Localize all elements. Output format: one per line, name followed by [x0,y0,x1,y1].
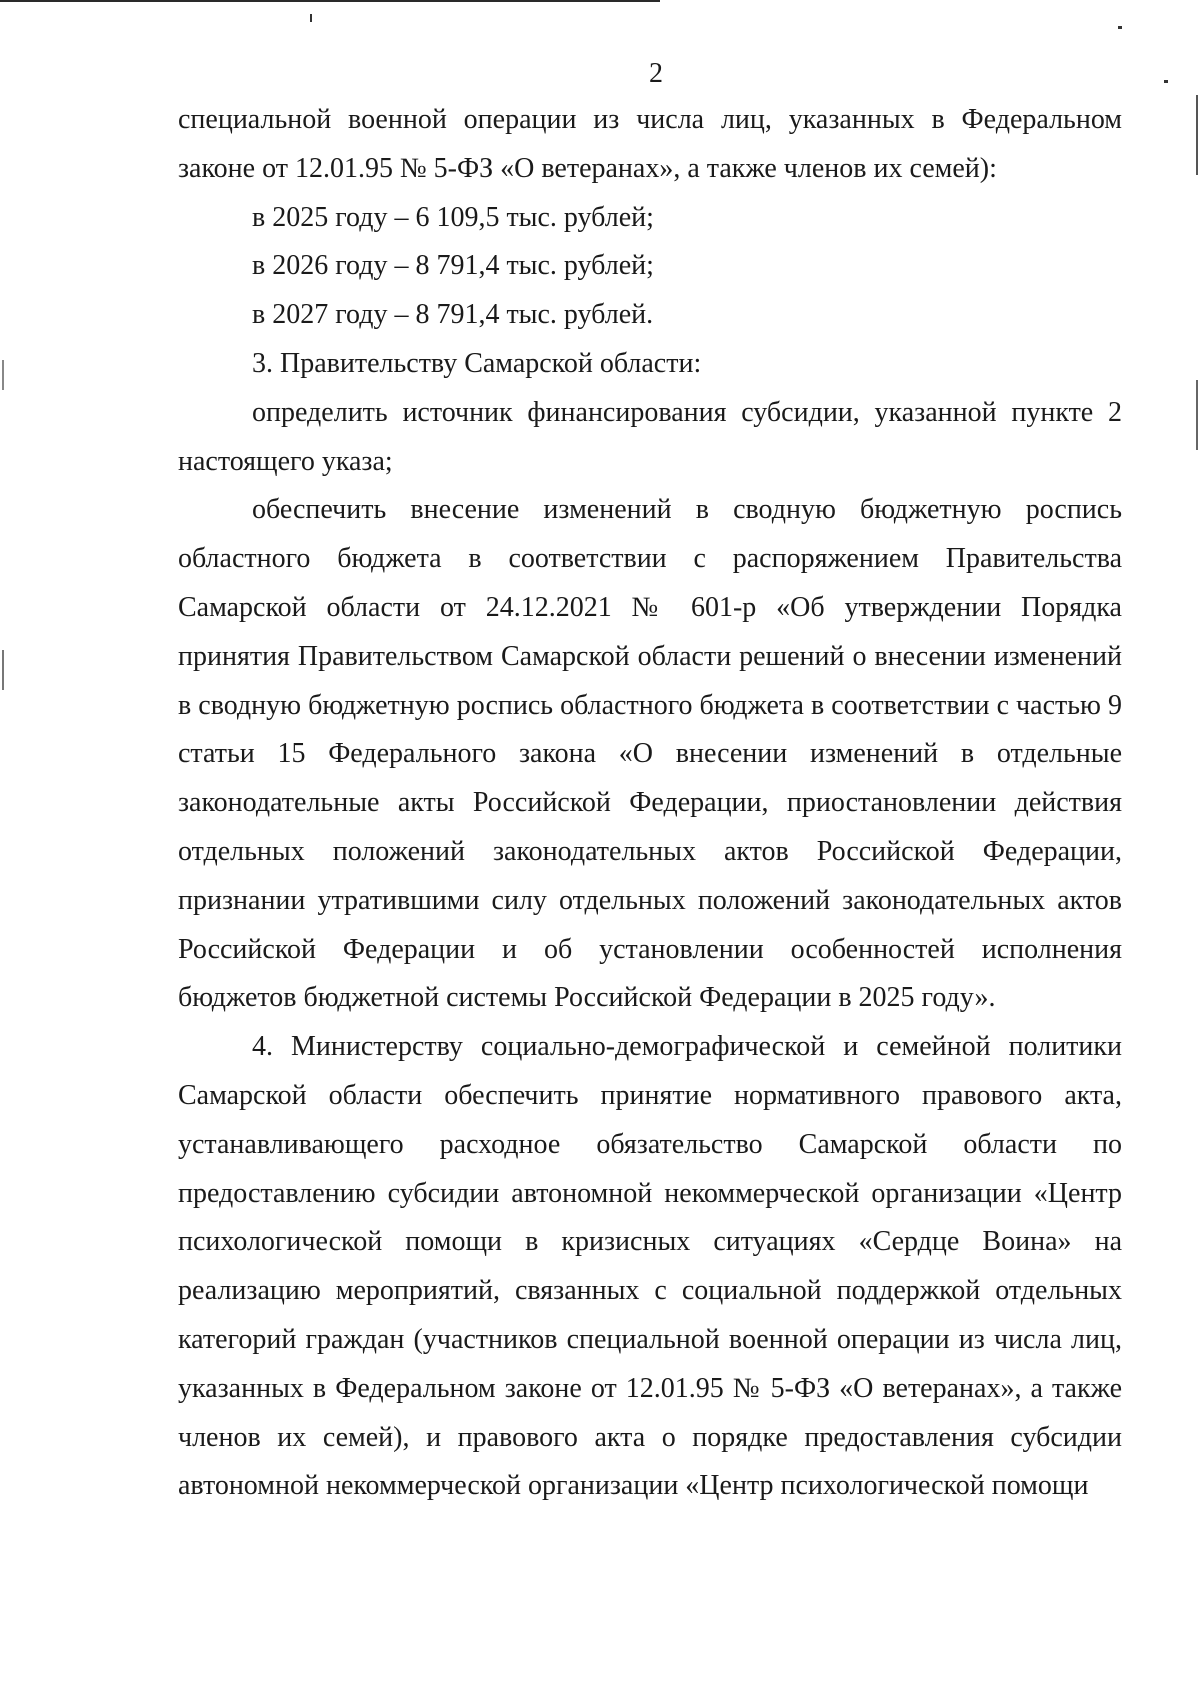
top-edge-rule [0,0,660,2]
page-number: 2 [649,58,663,89]
scan-artifact [2,360,4,390]
section-3-heading: 3. Правительству Самарской области: [252,347,702,379]
section-4-paragraph: 4. Министерству социально-демографической и семейной политики Самарской области обеспечить принятие нормативного правового акта, устанавливающего расходное обязательство Самарской области по предоставлению субсидии автономной некоммерческой организации «Центр психологической помощи в кризисных ситуациях «Сердце Воина» на реализацию мероприятий, связанных с социальной поддержкой отдельных категорий граждан (участников специальной военной операции из числа лиц, указанных в Федеральном законе от 12.01.95 № 5-ФЗ «О ветеранах», а также членов их семей), и правового акта о порядке предоставления субсидии автономной некоммерческой организации «Центр психологической помощи [178,1031,1122,1502]
budget-line-2027: в 2027 году – 8 791,4 тыс. рублей. [252,299,654,331]
paragraph-continuation: специальной военной операции из числа лиц, указанных в Федеральном законе от 12.01.95 № 5-ФЗ «О ветеранах», а также членов их семей): [178,104,1122,184]
paragraph-budget-changes: обеспечить внесение изменений в сводную бюджетную роспись областного бюджета в соответствии с распоряжением Правительства Самарской области от 24.12.2021 № 601-р «Об утверждении Порядка принятия Правительством Самарской области решений о внесении изменений в сводную бюджетную роспись областного бюджета в соответствии с частью 9 статьи 15 Федерального закона «О внесении изменений в отдельные законодательные акты Российской Федерации, приостановлении действия отдельных положений законодательных актов Российской Федерации, признании утратившими силу отдельных положений законодательных актов Российской Федерации и об установлении особенностей исполнения бюджетов бюджетной системы Российской Федерации в 2025 году». [178,494,1122,1014]
scan-artifact [1196,380,1198,450]
document-body [178,96,1122,1511]
budget-line-2025: в 2025 году – 6 109,5 тыс. рублей; [252,201,654,233]
scan-artifact [310,14,312,22]
budget-line-2026: в 2026 году – 8 791,4 тыс. рублей; [252,250,654,282]
paragraph-funding-source: определить источник финансирования субсидии, указанной пункте 2 настоящего указа; [178,396,1122,477]
scan-artifact [2,650,4,690]
scan-artifact [1118,26,1122,29]
scan-artifact [1196,95,1198,175]
